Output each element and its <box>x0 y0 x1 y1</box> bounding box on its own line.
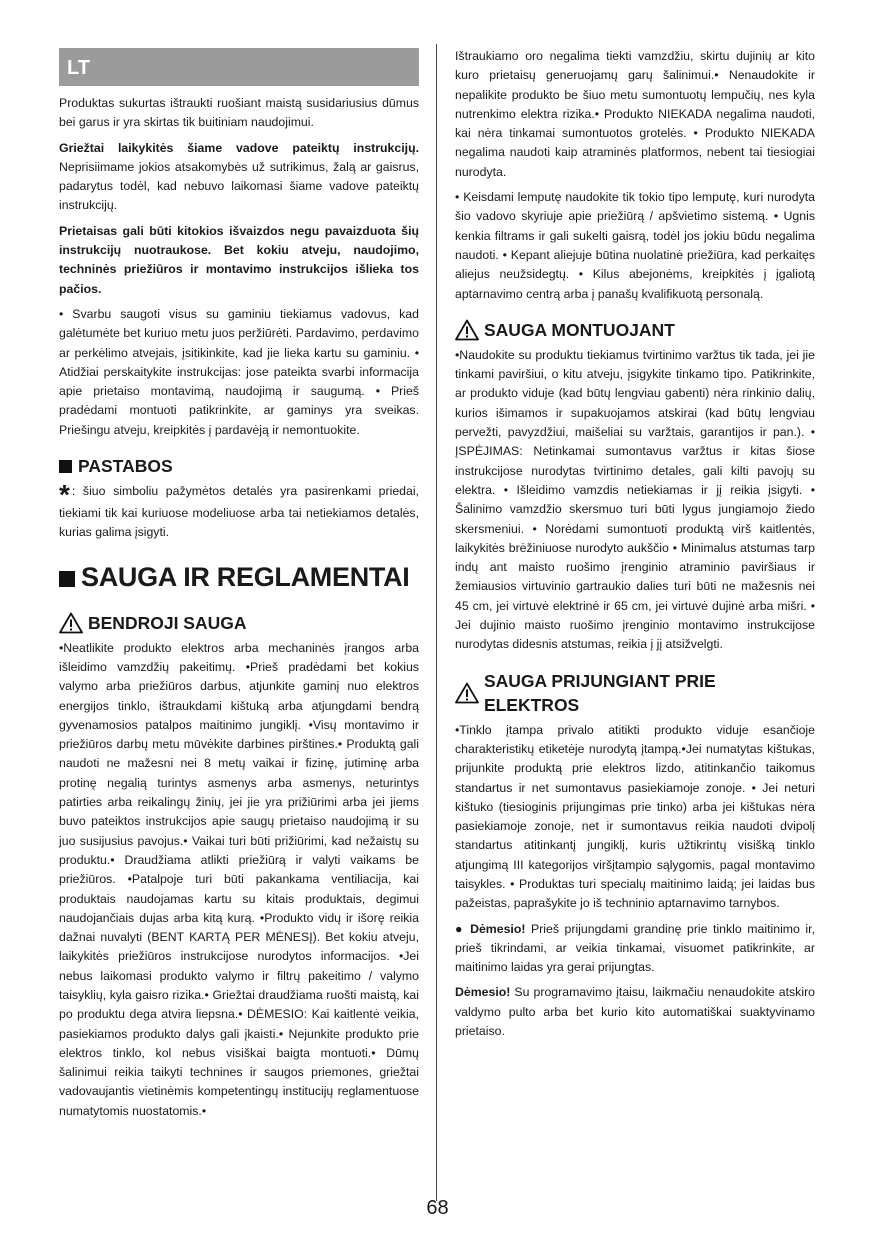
attention-label: Dėmesio! <box>470 921 526 936</box>
notes-title: PASTABOS <box>78 456 173 477</box>
electrical-safety-text: •Tinklo įtampa privalo atitikti produkto viduje esančioje charakteristikų etiketėje nurodytą įtampą.•Jei numatytas kištukas, prijunkite produktą prie elektros lizdo, atitinkančio taikomus standartus ir net sumontavus pasiekiamoje zonoje. • Jei neturi kištuko (tiesioginis prijungimas prie tinko) arba jei kištukas nėra pasiekiamoje zonoje, net ir sumontavus reikia naudoti dvipolį standartus atitinkantį jungiklį, kuris užtikrintų visišką tinklo atjungimą III kategorijos viršįtampio sąlygomis, pagal montavimo taisykles. • Produktas turi specialų maitinimo laidą; jei laidas bus pažeistas, paprašykite jo iš techninio aptarnavimo tarnybos. <box>455 722 815 911</box>
notes-text: : šiuo simboliu pažymėtos detalės yra pasirenkami priedai, tiekiami tik kai kuriuose modeliuose arba tai netiekiamos detalės, kurias galima įsigyti. <box>59 484 419 540</box>
general-safety-continued: Ištraukiamo oro negalima tiekti vamzdžiu, skirtu dujinių ar kito kuro prietaisų generuojamų garų šalinimui.• Nenaudokite ir nepalikite produkto be šiuo metu sumontuotų lempučių, nes kyla nutrenkimo elektra rizika.• Produkto NIEKADA negalima naudoti, kai nėra tinkamai sumontuotos grotelės. • Produkto NIEKADA negalima naudoti kaip atraminės platformos, nebent tai tiesiogiai nurodyta. <box>455 49 815 179</box>
general-safety-title: BENDROJI SAUGA <box>88 612 247 633</box>
attention-text: Prieš prijungdami grandinę prie tinklo maitinimo ir, prieš tikrindami, ar veikia tinkamai, visuomet patikrinkite, ar maitinimo laidas yra gerai prijungtas. <box>455 921 815 975</box>
mounting-safety-title: SAUGA MONTUOJANT <box>484 319 675 340</box>
warning-triangle-icon <box>455 319 479 341</box>
strict-instructions-bold: Griežtai laikykitės šiame vadove pateiktų instrukcijų. <box>59 140 419 155</box>
general-safety-heading <box>59 611 419 635</box>
safety-heading <box>59 557 419 597</box>
language-header: LT <box>59 48 419 86</box>
lamp-safety-paragraph: • Keisdami lemputę naudokite tik tokio tipo lemputę, kuri nurodyta šio vadovo skyriuje apie priežiūrą / apšvietimo sistemą. • Ugnis kenkia filtrams ir gali sukelti gaisrą, todėl jos jokiu būdu negalima naudoti. • Kepant aliejuje būtina nuolatinė priežiūra, kad perkaitęs aliejus neužsidegtų. • Kilus abejonėms, kreipkitės į įgaliotą aptarnavimo centrą arba į panašų kvalifikuotą personalą. <box>455 190 815 301</box>
intro-paragraph: Produktas sukurtas ištraukti ruošiant maistą susidariusius dūmus bei garus ir yra skirtas tik buitiniam naudojimui. <box>59 96 419 130</box>
square-bullet-icon <box>59 571 75 587</box>
notes-heading <box>59 454 419 478</box>
electrical-safety-title: SAUGA PRIJUNGIANT PRIE ELEKTROS <box>483 670 716 715</box>
notes-paragraph <box>59 479 419 543</box>
left-column <box>59 48 419 1127</box>
general-safety-text: •Neatlikite produkto elektros arba mechaninės įrangos arba išleidimo vamzdžių pakeitimų. •Prieš pradėdami bet kokius valymo arba priežiūros darbus, atjunkite gaminį nuo elektros energijos tinklo, ištraukdami kištuką arba atjungdami bendrą gyvenamosios patalpos maitinimo jungiklį. •Visų montavimo ir priežiūros darbų metu mūvėkite darbines pirštines.• Produktą gali naudoti ne mažesni nei 8 metų vaikai ir fizinę, jutiminę arba protinę negalią turintys asmenys arba asmenys, neturintys patirties arba reikalingų žinių, jei jie yra prižiūrimi arba jei jiems buvo pateiktos instrukcijos apie saugų prietaiso naudojimą ir su juo susijusius pavojus.• Vaikai turi būti prižiūrimi, kad nežaistų su produktu.• Draudžiama atlikti priežiūrą ir valyti vaikams be priežiūros. •Patalpoje turi būti pakankama ventiliacija, kai produktais naudojamas kartu su kitais produktais, degimui naudojančiais dujas arba kitą kurą. •Produkto vidų ir išorę reikia dažnai nuvalyti (BENT KARTĄ PER MĖNESĮ). Bet kokiu atveju, laikykitės priežiūros instrukcijose nurodytos informacijos. •Jei nebus laikomasi produkto valymo ir filtrų pakeitimo / valymo taisyklių, kyla gaisro rizika.• Griežtai draudžiama ruošti maistą, kai po produktu dega atvira liepsna.• DĖMESIO: Kai kaitlentė veikia, pasiekiamos produkto dalys gali įkaisti.• Nejunkite produkto prie elektros tinklo, kol nebus visiškai baigta montuoti.• Dūmų šalinimui reikia taikyti technines ir saugos priemones, griežtai vadovaujantis vietinėmis kompetentingų institucijų reglamentuose numatytomis nuostatomis.• <box>59 640 419 1118</box>
attention-paragraph-2 <box>455 983 815 1041</box>
electrical-safety-heading <box>455 669 815 717</box>
mounting-safety-heading <box>455 318 815 342</box>
strict-instructions-paragraph <box>59 139 419 216</box>
right-column <box>455 47 815 1047</box>
mounting-safety-text: •Naudokite su produktu tiekiamus tvirtinimo varžtus tik tada, jei jie tinkami paviršiui, o kitu atveju, įsigykite tinkamo tipo. Patikrinkite, ar produkto viduje (kad būtų lengviau gabenti) nėra rinkinio dalių, kurios išimamos ir supakuojamos atskirai (kad būtų lengviau pervežti, pavyzdžiui, maišeliai su varžtais, garantijos ir pan.). • ĮSPĖJIMAS: Netinkamai sumontavus varžtus ir kitas šiose instrukcijose nurodytas tvirtinimo detales, gali kilti pavojų su elektra. • Išleidimo vamzdis netiekiamas ir jį reikia įsigyti. • Šalinimo vamzdžio skersmuo turi būti lygus jungiamojo žiedo skersmeniui. • Norėdami sumontuoti produktą virš kaitlentės, laikykitės brėžiniuose nurodyto aukščio • Minimalus atstumas tarp indų ant maisto ruošimo įrenginio atraminio paviršiaus ir žemiausios virtuvinio gartraukio dalies turi būti ne mažesnis nei 45 cm, jei virtuvė elektrinė ir 65 cm, jei virtuvė dujinė arba mišri. • Jei dujinio maisto ruošimo įrenginio montavimo instrukcijose nurodytas didesnis atstumas, reikia į jį atsižvelgti. <box>455 347 815 652</box>
warning-triangle-icon <box>59 612 83 634</box>
attention-paragraph-1 <box>455 920 815 978</box>
strict-instructions-text: Neprisiimame jokios atsakomybės už sutrikimus, žalą ar gaisrus, padarytus todėl, kad nebuvo laikomasi šiame vadove pateiktų instrukcijų. <box>59 159 419 213</box>
bullet-icon: ● <box>455 921 471 936</box>
page-number: 68 <box>426 1197 449 1219</box>
square-bullet-icon <box>59 460 72 473</box>
safety-title: SAUGA IR REGLAMENTAI <box>81 561 410 592</box>
attention-label: Dėmesio! <box>455 985 511 1000</box>
warning-triangle-icon <box>455 682 479 704</box>
attention-text: Su programavimo įtaisu, laikmačiu nenaudokite atskiro valdymo pulto arba bet kurio kito automatiškai suaktyvinamo prietaiso. <box>455 985 815 1039</box>
asterisk-icon: * <box>59 479 70 511</box>
column-divider <box>436 44 437 1201</box>
appearance-paragraph: Prietaisas gali būti kitokios išvaizdos negu pavaizduota šių instrukcijų nuotraukose. Bet kokiu atveju, naudojimo, techninės priežiūros ir montavimo instrukcijos išlieka tos pačios. <box>59 223 419 296</box>
manuals-paragraph: • Svarbu saugoti visus su gaminiu tiekiamus vadovus, kad galėtumėte bet kuriuo metu juos peržiūrėti. Pardavimo, perdavimo ar perkėlimo atvejais, įsitikinkite, kad jie lieka kartu su gaminiu. • Atidžiai perskaitykite instrukcijas: jose pateikta svarbi informacija apie prietaiso montavimą, naudojimą ir saugumą. • Prieš pradėdami montuoti patikrinkite, ar gaminys yra sveikas. Priešingu atveju, kreipkitės į pardavėją ir nemontuokite. <box>59 306 419 437</box>
